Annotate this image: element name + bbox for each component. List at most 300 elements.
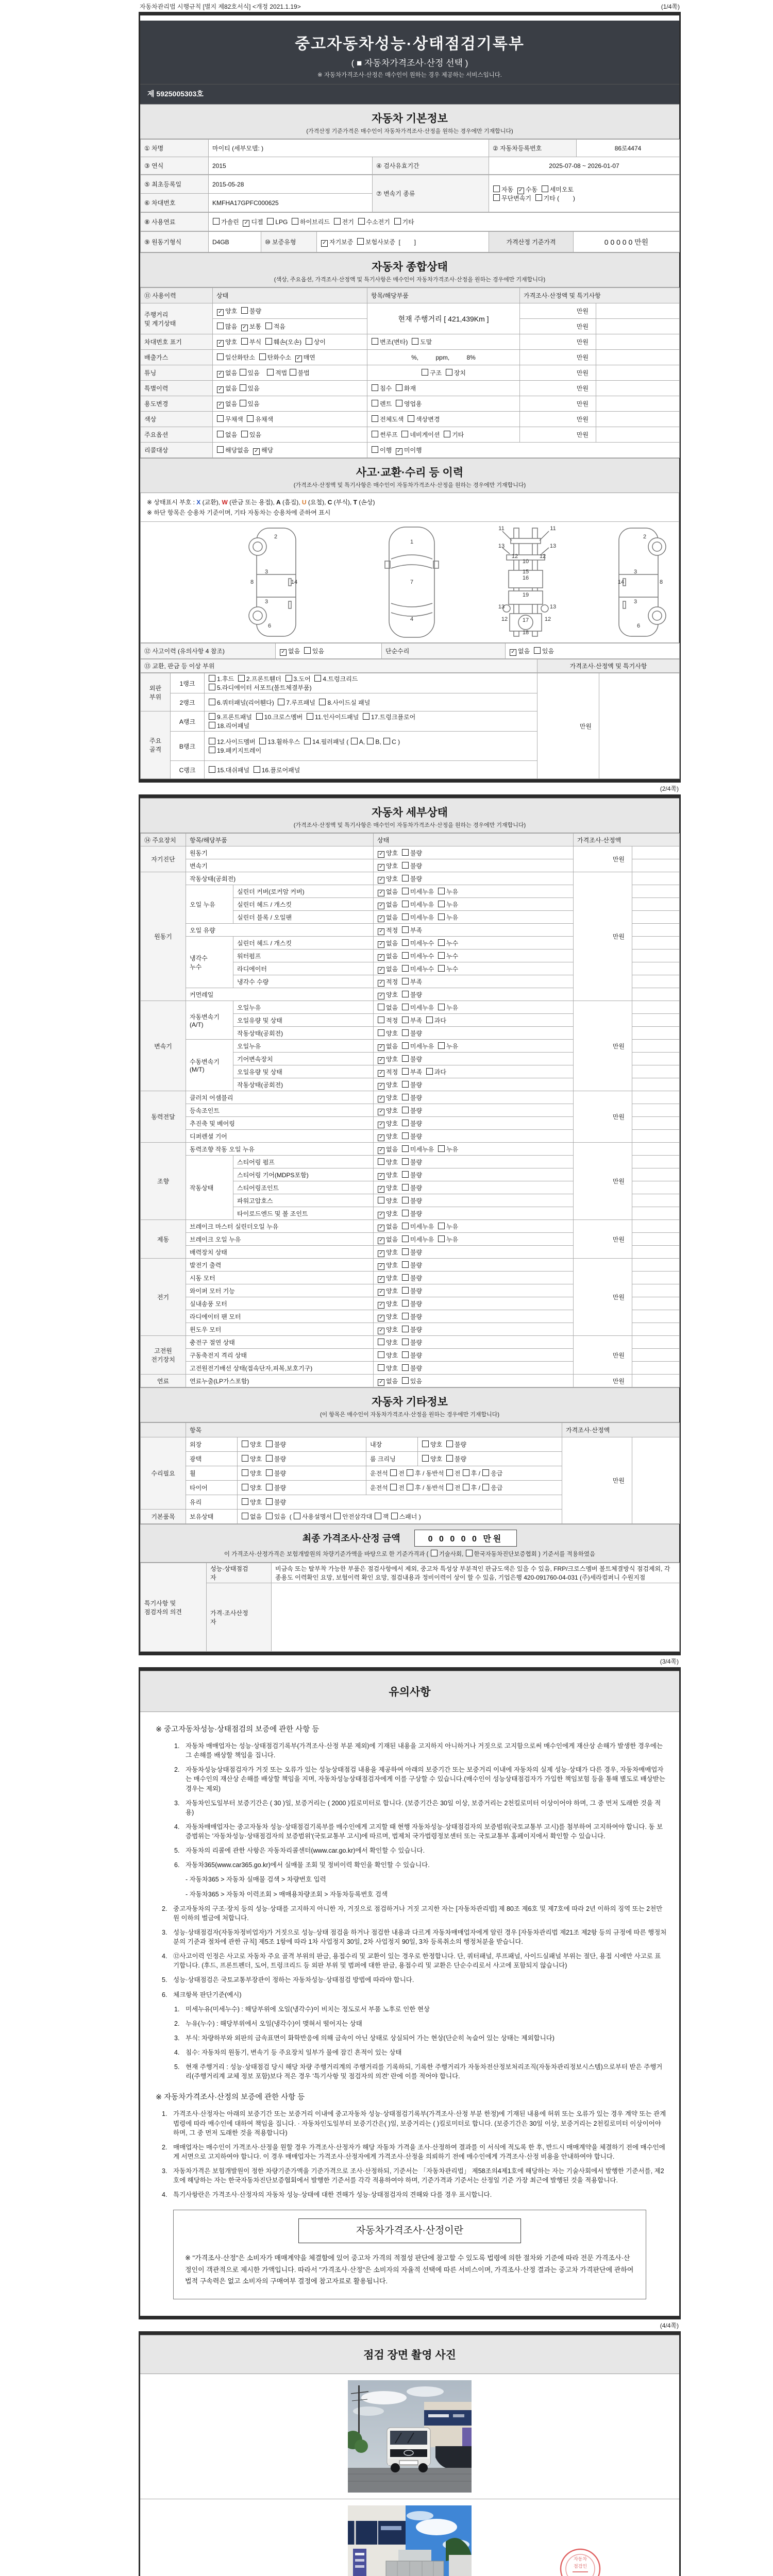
notice-item: 5. 자동차의 리콜에 관한 사항은 자동차리콜센터(www.car.go.kr)에서 확인할 수 있습니다. <box>174 1847 425 1855</box>
final-price-label: 최종 가격조사·산정 금액 <box>302 1533 400 1544</box>
checkbox-cell[interactable]: 양호 불량 <box>374 1362 574 1375</box>
notice-list-2 <box>153 2109 667 2199</box>
field-value: 2015-05-28 <box>209 175 373 194</box>
legend-segment: T <box>353 499 357 506</box>
checkbox-cell[interactable]: ✓ 양호 불량 <box>374 1091 574 1104</box>
checkbox-cell[interactable]: ✓ 없음 있음 적법 불법 <box>213 365 367 381</box>
amount-cell: 만원 <box>520 396 596 412</box>
inspection-photo-front <box>140 2374 679 2499</box>
checkbox-cell[interactable]: 양호 불량 <box>238 1481 366 1495</box>
diagram-part-number: 8 <box>659 579 663 585</box>
field-value: 라디에이터 팬 모터 <box>186 1310 374 1323</box>
checkbox-cell[interactable]: 1.후드 2.프론트휀더 3.도어 4.트렁크리드 5.라디에이터 서포트(볼트체결부품) <box>205 673 537 693</box>
legend-note: ※ 하단 항목은 승용차 기준이며, 기타 자동차는 승용차에 준하여 표시 <box>147 509 331 516</box>
field-value <box>596 365 680 381</box>
field-value <box>632 1117 680 1130</box>
checkbox-cell[interactable]: 없음 미세누유 누유 <box>374 1001 574 1014</box>
state-mark-codes <box>147 498 673 506</box>
page-top-bar <box>140 2331 679 2335</box>
amount-cell: 만원 <box>520 427 596 443</box>
legend-segment: (손상) <box>357 499 375 506</box>
checkbox-cell[interactable]: ✓ 양호 불량 <box>374 1104 574 1117</box>
field-label: 주행거리 및 계기상태 <box>141 303 213 334</box>
amount-cell: 만원 <box>520 412 596 427</box>
checkbox-cell[interactable]: 썬루프 네비게이션 기타 <box>367 427 520 443</box>
page-top-bar <box>140 1667 679 1671</box>
amount-cell: 만원 <box>574 872 632 1001</box>
field-value: 워터펌프 <box>233 950 374 962</box>
legend-segment: C <box>327 499 332 506</box>
notice-item: 6. 자동차365(www.car365.go.kr)에서 실매물 조회 및 정비이력 확인을 확인할 수 있습니다. <box>174 1861 430 1869</box>
field-value: 항목/해당부품 <box>186 834 374 846</box>
field-value: ⑭ 주요장치 <box>141 834 186 846</box>
checkbox-cell[interactable]: ✓ 없음 미세누유 누유 <box>374 1040 574 1053</box>
checkbox-cell[interactable]: 적정 부족 과다 <box>374 1014 574 1027</box>
amount-cell: 만원 <box>574 1220 632 1259</box>
field-value: 등속조인트 <box>186 1104 374 1117</box>
amount-cell: 만원 <box>520 365 596 381</box>
legend-segment: (교환), <box>200 499 222 506</box>
checkbox-cell[interactable]: 해당없음 ✓ 해당 <box>213 443 367 458</box>
field-value: 자동변속기 (A/T) <box>186 1001 233 1040</box>
field-value <box>596 319 680 334</box>
field-value <box>632 1272 680 1284</box>
field-value <box>632 1027 680 1040</box>
legend-segment: A <box>276 499 281 506</box>
field-value: 보유상태 <box>186 1510 238 1524</box>
field-label: 특기사항 및 점검자의 의견 <box>141 1563 207 1652</box>
checkbox-cell[interactable]: ✓ 없음 있음 <box>506 643 680 659</box>
field-value <box>632 1284 680 1297</box>
field-value: 클러치 어셈블리 <box>186 1091 374 1104</box>
photo-front-svg <box>348 2380 472 2493</box>
field-value <box>632 950 680 962</box>
field-value: 추진축 및 베어링 <box>186 1117 374 1130</box>
field-value: 원동기 <box>186 846 374 859</box>
field-label: 단순수리 <box>382 643 506 659</box>
checkbox-cell[interactable]: 양호 불량 <box>374 1027 574 1040</box>
field-value: 자기진단 <box>141 846 186 872</box>
field-value: 오일 누유 <box>186 885 233 924</box>
field-label: 리콜대상 <box>141 443 213 458</box>
notice-list-1 <box>153 1741 667 2081</box>
checkbox-cell[interactable]: ✓ 양호 부식 훼손(오손) 상이 <box>213 334 367 350</box>
checkbox-cell[interactable]: 12.사이드멤버 13.휠하우스 14.필러패널 ( A, B, C ) 19.패키지트레이 <box>205 732 537 761</box>
field-value <box>596 334 680 350</box>
checkbox-cell[interactable]: ✓ 양호 불량 <box>374 1246 574 1259</box>
field-value: 연료 <box>141 1375 186 1387</box>
field-value: 조향 <box>141 1143 186 1220</box>
field-label: 가격·조사산정 자 <box>207 1583 272 1652</box>
notice-item: 4. 특기사항란은 가격조사·산정자의 자동차 성능·상태에 대한 견해가 성능·상태점검자의 견해와 다를 경우 표시합니다. <box>162 2191 492 2199</box>
field-value: 기본품목 <box>141 1510 186 1524</box>
field-value: 파워고압호스 <box>233 1194 374 1207</box>
checkbox-cell[interactable]: ✓ 양호 불량 <box>374 1284 574 1297</box>
checkbox-cell[interactable]: ✓ 적정 부족 <box>374 924 574 937</box>
notice-item: 3. 자동차가격은 보험개발원이 정한 차량기준가액을 기준가격으로 조사·산정하되, 기준서는 「자동차관리법」 제58조의4제1호에 해당하는 자는 기술사회에서 발행한 기준서를, 제2호에 해당하는 자는 한국자동차진단보증협회에서 발행한 기준서를 각각 적용하여야 하며, 기준가격과 기준서는 산정일 기준 가장 최근에 발행된 것을 적용합니다. <box>162 2167 664 2184</box>
amount-cell: 만원 <box>574 1143 632 1220</box>
field-value: 냉각수 수량 <box>233 975 374 988</box>
svg-text:자동차: 자동차 <box>573 2556 587 2562</box>
photos-title: 점검 장면 촬영 사진 <box>363 2349 456 2362</box>
legend-segment: ※ 상태표시 부호 : <box>147 499 197 506</box>
checkbox-cell[interactable]: 일산화탄소 탄화수소 ✓ 매연 <box>213 350 367 365</box>
diagram-part-number: 13 <box>549 604 557 610</box>
checkbox-cell[interactable]: ✓ 없음 있음 <box>374 1375 574 1387</box>
field-value <box>596 396 680 412</box>
checkbox-cell[interactable]: ✓ 없음 미세누유 누유 <box>374 911 574 924</box>
field-value <box>632 962 680 975</box>
field-value: 상태 <box>213 288 367 303</box>
field-value <box>632 1181 680 1194</box>
field-value: 실린더 헤드 / 개스킷 <box>233 898 374 911</box>
notice-item: 1. 가격조사·산정자는 아래의 보증기간 또는 보증거리 이내에 중고자동차 성능·상태점검기록부(가격조사·산정 부분 한정)에 기재된 내용에 허위 또는 오류가 있는 경우 계약 또는 관계법령에 따라 매수인에 대하여 책임을 집니다. · 자동차인도일부터 보증기간은( )일, 보증거리는 ( )킬로미터로 합니다. (보증기간은 30일 이상, 보증거리는 2천킬로미터 이상이어야 하며, 그 중 먼저 도래한 것을 적용합니다) <box>162 2110 666 2137</box>
section-overall-state <box>140 252 679 287</box>
field-value <box>632 1207 680 1220</box>
checkbox-cell[interactable]: 양호 불량 <box>418 1452 562 1466</box>
checkbox-cell[interactable]: ✓ 없음 미세누수 누수 <box>374 962 574 975</box>
field-value: 광택 <box>186 1452 238 1466</box>
field-value: 연료누출(LP가스포함) <box>186 1375 374 1387</box>
field-value: 디퍼렌셜 기어 <box>186 1130 374 1143</box>
field-value: 외판 부위 <box>141 673 171 711</box>
checkbox-cell[interactable]: 렌트 영업용 <box>367 396 520 412</box>
field-value: 브레이크 오일 누유 <box>186 1233 374 1246</box>
section-accident-history <box>140 458 679 493</box>
field-value: 1랭크 <box>171 673 205 693</box>
page-1 <box>139 12 681 783</box>
checkbox-cell[interactable]: ✓ 없음 미세누유 누유 <box>374 898 574 911</box>
field-value <box>632 846 680 859</box>
checkbox-cell[interactable]: 양호 불량 <box>374 1349 574 1362</box>
diagram-part-number: 12 <box>539 553 546 560</box>
checkbox-cell[interactable]: ✓ 양호 불량 <box>374 1207 574 1220</box>
diagram-part-number: 17 <box>522 617 529 623</box>
final-price-band <box>140 1524 679 1563</box>
section-other-info <box>140 1387 679 1422</box>
field-value: 전기 <box>141 1259 186 1336</box>
checkbox-cell[interactable]: 9.프론트패널 10.크로스멤버 11.인사이드패널 17.트렁크플로어 18.리어패널 <box>205 711 537 732</box>
field-label: ② 자동차등록번호 <box>489 140 577 157</box>
checkbox-cell[interactable]: ✓ 양호 불량 <box>374 1323 574 1336</box>
field-value: 휠 <box>186 1466 238 1481</box>
checkbox-cell[interactable]: ✓ 양호 불량 <box>374 1130 574 1143</box>
field-value <box>596 350 680 365</box>
checkbox-cell[interactable]: 양호 불량 <box>238 1466 366 1481</box>
notice-head-2: ※ 자동차가격조사·산정의 보증에 관한 사항 등 <box>156 2093 305 2102</box>
field-label: 성능·상태점검 자 <box>207 1563 272 1583</box>
diagram-part-number: 13 <box>498 604 505 610</box>
field-value <box>632 885 680 898</box>
field-value <box>632 937 680 950</box>
field-value <box>632 1053 680 1065</box>
diagram-part-number: 3 <box>633 599 637 605</box>
field-value: 작동상태(공회전) <box>233 1027 374 1040</box>
field-value <box>632 911 680 924</box>
document-number: 제 5925005303호 <box>140 84 679 99</box>
checkbox-cell[interactable]: 많음 ✓ 보통 적음 <box>213 319 367 334</box>
checkbox-cell[interactable]: ✓ 없음 있음 <box>213 396 367 412</box>
checkbox-cell[interactable]: ✓ 양호 불량 <box>374 1053 574 1065</box>
checkbox-cell[interactable]: ✓ 없음 미세누수 누수 <box>374 937 574 950</box>
accident-history-table <box>140 643 680 659</box>
inspection-record-document <box>139 0 681 2576</box>
section-title: 자동차 종합상태 <box>372 261 448 273</box>
checkbox-cell[interactable]: 양호 불량 <box>238 1452 366 1466</box>
checkbox-cell[interactable]: ✓ 양호 불량 <box>374 988 574 1001</box>
checkbox-cell[interactable]: 15.대쉬패널 16.플로어패널 <box>205 761 537 779</box>
field-value <box>632 872 680 885</box>
svg-text:점검인: 점검인 <box>573 2564 587 2569</box>
field-value: 수동변속기 (M/T) <box>186 1040 233 1091</box>
basic-info-table-b <box>140 175 680 212</box>
page-top-bar <box>140 12 679 15</box>
legend-segment: (부식), <box>332 499 354 506</box>
notice-item: 3. 부식: 차량하부와 외판의 금속표면이 화학반응에 의해 금속이 아닌 상태로 상실되어 가는 현상(단순히 녹슬어 있는 상태는 제외합니다) <box>174 2034 554 2042</box>
inspector-remarks-table <box>140 1563 680 1652</box>
field-label: 튜닝 <box>141 365 213 381</box>
section-title: 자동차 기본정보 <box>372 113 448 125</box>
amount-cell: 만원 <box>520 381 596 396</box>
checkbox-cell[interactable]: ✓ 양호 불량 <box>374 1297 574 1310</box>
field-value: 충전구 절연 상태 <box>186 1336 374 1349</box>
field-value: 작동상태(공회전) <box>186 872 374 885</box>
state-mark-legend <box>140 493 679 522</box>
legend-segment: (판금 또는 용접), <box>227 499 277 506</box>
field-value <box>632 1297 680 1310</box>
field-value <box>599 673 680 779</box>
section-detail-state <box>140 798 679 833</box>
field-value: 상태 <box>374 834 574 846</box>
checkbox-cell[interactable]: ✓ 없음 미세누유 누유 <box>374 1220 574 1233</box>
section-title: 자동차 세부상태 <box>372 807 448 819</box>
amount-cell: 만원 <box>574 1001 632 1091</box>
field-value: 윈도우 모터 <box>186 1323 374 1336</box>
checkbox-cell[interactable]: 변조(변타) 도말 <box>367 334 520 350</box>
notice-item: 1. 미세누유(미세누수) : 해당부위에 오일(냉각수)이 비치는 정도로서 부품 노후로 인한 현상 <box>174 2005 430 2013</box>
notice-head-1: ※ 중고자동차성능·상태점검의 보증에 관한 사항 등 <box>156 1725 320 1734</box>
checkbox-cell[interactable]: ✓ 없음 미세누유 누유 <box>374 1143 574 1156</box>
field-label: ⑧ 사용연료 <box>141 213 209 231</box>
section-subtitle: (색상, 주요옵션, 가격조사·산정액 및 특기사항은 매수인이 자동차가격조사·산정을 원하는 경우에만 기재합니다) <box>274 277 546 283</box>
checkbox-cell[interactable]: 양호 불량 <box>374 1336 574 1349</box>
page-bottom-bar <box>140 779 679 783</box>
field-value <box>632 1001 680 1014</box>
section-title: 자동차 기타정보 <box>372 1396 448 1408</box>
notice-item: 5. 성능·상태점검은 국토교통부장관이 정하는 자동차성능·상태점검 방법에 따라야 합니다. <box>162 1976 414 1984</box>
checkbox-cell[interactable]: ✓ 없음 미세누유 누유 <box>374 1233 574 1246</box>
checkbox-cell[interactable]: ✓ 양호 불량 <box>374 1117 574 1130</box>
checkbox-cell[interactable]: ✓ 양호 불량 <box>374 846 574 859</box>
field-value <box>632 1143 680 1156</box>
checkbox-cell[interactable]: ✓ 양호 불량 <box>374 1310 574 1323</box>
notice-item: 2. 자동차성능상태점검자가 거짓 또는 오류가 있는 성능상태점검 내용을 제공하여 아래의 보증기간 또는 보증거리 이내에 자동차의 실제 성능·상태가 다른 경우, 자동차매매업자는 매수인의 재산상 손해를 배상할 책임을 지며, 자동차성능상태점검자에게 이를 구상할 수 있습니다.(매수인이 성능상태점검자가 가입한 책임보험 등을 통해 별도로 배상받는 경우는 제외) <box>174 1766 665 1792</box>
field-label: 색상 <box>141 412 213 427</box>
field-value <box>632 988 680 1001</box>
notice-item: 2. 매매업자는 매수인이 가격조사·산정을 원할 경우 가격조사·산정자가 해당 자동차 가격을 조사·산정하여 결과를 이 서식에 적도록 한 후, 반드시 매매계약을 체결하기 전에 매수인에게 서면으로 고지하여야 합니다. 이 경우 매매업자는 가격조사·산정자에게 가격조사·산정을 의뢰하기 전에 매수인에게 가격조사·산정 비용을 안내하여야 합니다. <box>162 2143 665 2160</box>
field-label: 차대번호 표기 <box>141 334 213 350</box>
field-value <box>632 1156 680 1168</box>
field-value: 가격조사·산정액 <box>574 834 680 846</box>
checkbox-cell[interactable]: ✓ 없음 미세누유 누유 <box>374 885 574 898</box>
field-value: 스티어링조인트 <box>233 1181 374 1194</box>
checkbox-cell[interactable]: 운전석 전 후 / 동반석 전 후 / 응급 <box>366 1466 562 1481</box>
amount-cell: 만원 <box>520 303 596 319</box>
checkbox-cell[interactable]: 이행 ✓ 미이행 <box>367 443 680 458</box>
diagram-part-number: 11 <box>550 526 556 532</box>
field-value: 내장 <box>366 1437 418 1452</box>
panel-rank-table <box>140 673 680 779</box>
field-value: 룸 크리닝 <box>366 1452 418 1466</box>
notice-item: 4. 자동차매매업자는 중고자동차 성능·상태점검기록부를 매수인에게 고지할 때 현행 자동차성능·상태점검자의 보증범위(국토교통부 고시)를 첨부하여 고지하여야 합니다. 동 보증범위는 '자동차성능·상태점검자의 보증범위'(국토교통부 고시)에 따르며, 법제처 국가법령정보센터 또는 국토교통부 홈페이지에서 확인할 수 있습니다. <box>174 1823 663 1840</box>
field-value: 2025-07-08 ~ 2026-01-07 <box>489 157 680 175</box>
diagram-part-number: 3 <box>264 599 268 605</box>
final-price-amount: 0 0 0 0 0 만원 <box>414 1530 517 1547</box>
checkbox-cell[interactable]: ✓ 양호 불량 <box>374 1272 574 1284</box>
notice-item: - 자동차365 > 자동차 이력조회 > 매매용차량조회 > 자동차등록번호 검색 <box>186 1890 388 1898</box>
checkbox-cell[interactable]: 가솔린 ✓ 디젤 LPG 하이브리드 전기 수소전기 기타 <box>209 213 680 231</box>
checkbox-cell[interactable]: ✓ 양호 불량 <box>374 1168 574 1181</box>
diagram-part-number: 11 <box>498 526 505 532</box>
page-bottom-bar <box>140 1652 679 1655</box>
field-value: 주요 골격 <box>141 711 171 779</box>
other-info-table <box>140 1422 680 1524</box>
checkbox-cell[interactable]: 자동 ✓ 수동 세미오토 무단변속기 기타 ( ) <box>489 175 680 212</box>
checkbox-cell[interactable]: 없음 있음 ( 사용설명서 안전삼각대 잭 스패너 ) <box>238 1510 562 1524</box>
notice-title: 유의사항 <box>389 1686 431 1698</box>
checkbox-cell[interactable]: 침수 화재 <box>367 381 520 396</box>
field-value <box>632 859 680 872</box>
amount-cell: 만원 <box>574 1336 632 1375</box>
field-label: ⑦ 변속기 종류 <box>373 175 489 212</box>
field-value: 실린더 커버(로커암 커버) <box>233 885 374 898</box>
field-value <box>632 1437 680 1524</box>
checkbox-cell[interactable]: 없음 있음 <box>213 427 367 443</box>
field-value: 오일누유 <box>233 1001 374 1014</box>
notice-item: 3. 성능·상태점검자(자동차정비업자)가 거짓으로 성능·상태 점검을 하거나 점검한 내용과 다르게 자동차매매업자에게 알린 경우 [자동차관리법 제21조 제2항 등의 규정에 따른 행정처분의 기준과 절차에 관한 규칙] 제5조 1항에 따라 1차 사업정지 30일, 2차 사업정지 90일, 3차 등록취소의 행정처분을 받습니다. <box>162 1928 667 1946</box>
field-value: 오일누유 <box>233 1040 374 1053</box>
section-subtitle: (가격산정 기준가격은 매수인이 자동차가격조사·산정을 원하는 경우에만 기재합니다) <box>306 128 513 134</box>
checkbox-cell[interactable]: ✓ 양호 불량 <box>374 859 574 872</box>
checkbox-cell[interactable]: ✓ 없음 미세누수 누수 <box>374 950 574 962</box>
field-value: 항목/해당부품 <box>367 288 520 303</box>
diagram-part-number: 16 <box>522 575 529 581</box>
field-value <box>632 1104 680 1117</box>
field-value: 스티어링 기어(MDPS포함) <box>233 1168 374 1181</box>
diagram-part-number: 7 <box>410 579 414 585</box>
field-value: 마이티 (세부모델: ) <box>209 140 489 157</box>
amount-cell: 만원 <box>520 319 596 334</box>
field-value: 동력전달 <box>141 1091 186 1143</box>
checkbox-cell[interactable]: ✓ 없음 있음 <box>213 381 367 396</box>
checkbox-cell[interactable]: 무채색 유채색 <box>213 412 367 427</box>
section-title: 사고·교환·수리 등 이력 <box>356 467 464 479</box>
field-value: 수리필요 <box>141 1437 186 1510</box>
checkbox-cell[interactable]: 양호 불량 <box>374 1194 574 1207</box>
car-diagram-svg <box>141 522 680 642</box>
field-value: ⑪ 사용이력 <box>141 288 213 303</box>
field-value <box>632 1259 680 1272</box>
diagram-part-number: 19 <box>522 592 529 598</box>
field-value: 와이퍼 모터 기능 <box>186 1284 374 1297</box>
checkbox-cell[interactable]: 양호 불량 <box>418 1437 562 1452</box>
field-value: 항목 <box>186 1423 562 1437</box>
field-value <box>632 1130 680 1143</box>
checkbox-cell[interactable]: ✓ 양호 불량 <box>374 872 574 885</box>
checkbox-cell[interactable]: ✓ 양호 불량 <box>374 1181 574 1194</box>
checkbox-cell[interactable]: ✓ 자기보증 보험사보증 [ ] <box>317 232 489 252</box>
form-reference: 자동차관리법 시행규칙 [별지 제82호서식] <개정 2021.1.19> <box>140 3 301 10</box>
checkbox-cell[interactable]: ✓ 양호 불량 <box>213 303 367 319</box>
diagram-part-number: 18 <box>522 630 529 636</box>
checkbox-cell[interactable]: ✓ 양호 불량 <box>374 1259 574 1272</box>
pricing-definition-box <box>173 2210 646 2299</box>
notice-item: 2. 중고자동차의 구조·장치 등의 성능·상태를 고지하지 아니한 자, 거짓으로 점검하거나 거짓 고지한 자는 [자동차관리법] 제 80조 제6호 및 제7호에 따라 2년 이하의 징역 또는 2천만원 이하의 벌금에 처합니다. <box>162 1905 663 1922</box>
page-bottom-bar <box>140 2316 679 2319</box>
pricing-box-body: ※ "가격조사·산정"은 소비자가 매매계약을 체결함에 있어 중고차 가격의 적절성 판단에 참고할 수 있도록 법령에 의한 절차와 기준에 따라 전문 가격조사·산정인이 객관적으로 제시한 가액입니다. 따라서 "가격조사·산정"은 소비자의 자율적 선택에 따른 서비스이며, 가격조사·산정 결과는 중고차 가격판단에 관하여 법적 구속력은 없고 소비자의 구매여부 결정에 참고자료로 활용됩니다. <box>185 2253 634 2285</box>
field-label: ⑨ 원동기형식 <box>141 232 209 252</box>
field-value <box>632 1349 680 1362</box>
field-value: 고전원 전기장치 <box>141 1336 186 1375</box>
field-value: 원동기 <box>141 872 186 1001</box>
field-value <box>632 1375 680 1387</box>
checkbox-cell[interactable]: 양호 불량 <box>238 1495 562 1510</box>
field-value: 가격조사·산정액 <box>562 1423 680 1437</box>
amount-cell: 만원 <box>574 1375 632 1387</box>
field-label: ⑥ 차대번호 <box>141 194 209 212</box>
field-value: 커먼레일 <box>186 988 374 1001</box>
field-value: 작동상태 <box>186 1156 233 1220</box>
amount-cell: 만원 <box>562 1437 632 1524</box>
legend-segment: U <box>301 499 307 506</box>
checkbox-cell[interactable]: 6.쿼터패널(리어휀다) 7.루프패널 8.사이드실 패널 <box>205 693 537 711</box>
field-value: 오일유량 및 상태 <box>233 1065 374 1078</box>
document-header <box>140 21 679 104</box>
checkbox-cell[interactable]: ✓ 양호 불량 <box>374 1078 574 1091</box>
checkbox-cell[interactable]: 전체도색 색상변경 <box>367 412 520 427</box>
notice-item: 5. 현재 주행거리 : 성능·상태점검 당시 해당 차량 주행거리계의 주행거리를 기록하되, 기록한 주행거리가 자동차전산정보처리조직(자동차관리정보시스템)으로부터 받은 주행거리(주행거리계 교체 정보 포함)보다 적은 경우 '특기사항 및 점검자의 의견' 란에 이를 적어야 합니다. <box>174 2063 663 2080</box>
price-select-note: ※ 자동차가격조사·산정은 매수인이 원하는 경우 제공하는 서비스입니다. <box>317 72 502 78</box>
field-value <box>632 1040 680 1053</box>
field-value: 0 0 0 0 0 만원 <box>574 232 680 252</box>
checkbox-cell[interactable]: ✓ 없음 있음 <box>276 643 382 659</box>
notice-item: 6. 체크항목 판단기준(예시) <box>162 1991 242 1998</box>
diagram-part-number: 6 <box>636 623 641 629</box>
document-title: 중고자동차성능·상태점검기록부 <box>295 36 525 53</box>
field-value: 비금속 또는 탈부착 가능한 부품은 점검사항에서 제외, 중고차 특성상 부분적인 판금도색은 있을 수 있음, FRP/크로스멤버 볼트체결방식 점검제외, 각종용도 이력확인 요망, 보험이력 확인 요망, 점검내용과 정비이력이 상이 할 수 있음, 기업은행 420-091760-04-031 (주)세라컴퍼니 수원지점 <box>272 1563 680 1583</box>
field-value: 현재 주행거리 [ 421,439Km ] <box>367 303 520 334</box>
diagram-part-number: 12 <box>544 616 551 622</box>
checkbox-cell[interactable]: ✓ 적정 부족 <box>374 975 574 988</box>
diagram-part-number: 10 <box>522 558 529 565</box>
field-value <box>632 1168 680 1181</box>
diagram-part-number: 2 <box>643 534 647 540</box>
field-value: 실내송풍 모터 <box>186 1297 374 1310</box>
checkbox-cell[interactable]: 양호 불량 <box>374 1156 574 1168</box>
checkbox-cell[interactable]: 구조 장치 <box>367 365 520 381</box>
notice-item: - 자동차365 > 자동차 실매물 검색 > 차량번호 입력 <box>186 1876 326 1884</box>
checkbox-cell[interactable]: 양호 불량 <box>238 1437 366 1452</box>
diagram-part-number: 14 <box>617 579 625 585</box>
price-select-line: ( ■ 자동차가격조사·산정 선택 ) <box>351 58 468 68</box>
field-value: 발전기 출력 <box>186 1259 374 1272</box>
diagram-part-number: 15 <box>522 569 529 575</box>
checkbox-cell[interactable]: 운전석 전 후 / 동반석 전 후 / 응급 <box>366 1481 562 1495</box>
checkbox-cell[interactable]: ✓ 적정 부족 과다 <box>374 1065 574 1078</box>
page-number-2: (2/4쪽) <box>660 785 679 792</box>
field-value <box>632 1194 680 1207</box>
field-value <box>632 1233 680 1246</box>
